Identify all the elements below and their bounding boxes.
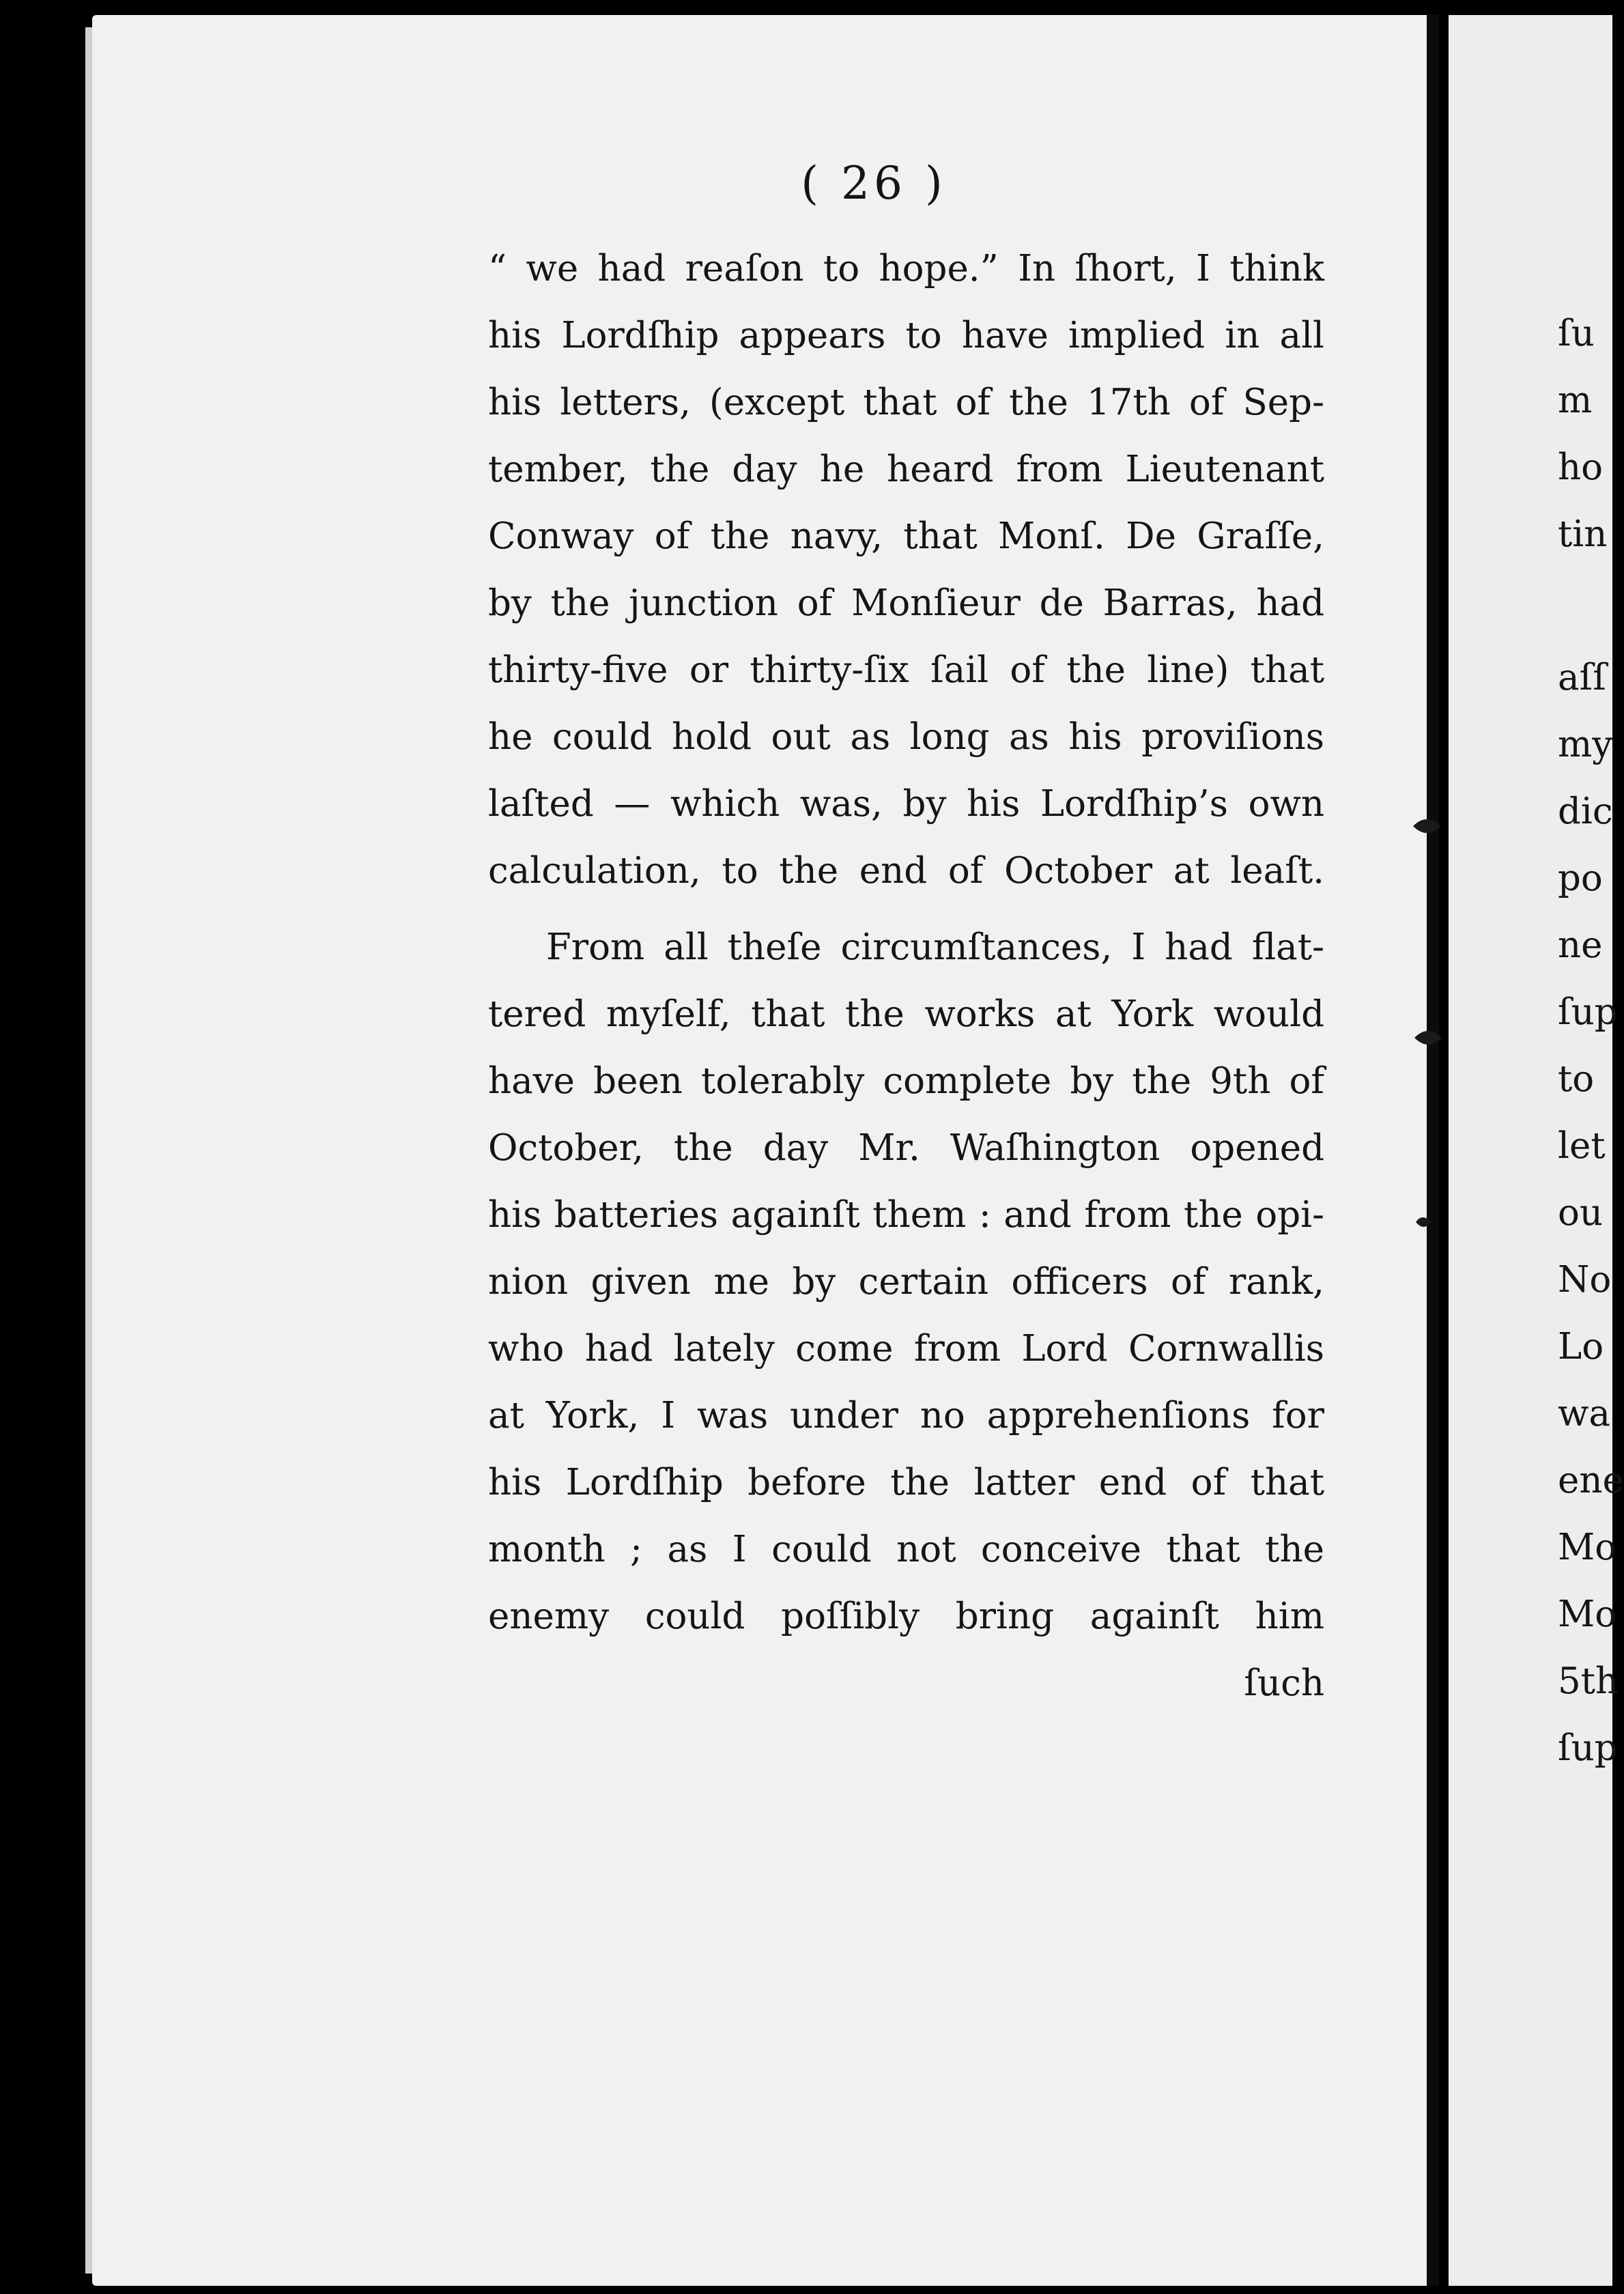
fragment-line: No — [1558, 1259, 1612, 1301]
text-line: nion given me by certain officers of rank, — [488, 1261, 1324, 1303]
fragment-line: po — [1558, 858, 1603, 899]
fragment-line: ho — [1558, 447, 1604, 488]
fragment-line: to — [1558, 1058, 1595, 1100]
text-line: his letters, (except that of the 17th of Sep- — [488, 382, 1324, 423]
fragment-line: 5th — [1558, 1660, 1619, 1702]
fragment-line: wa — [1558, 1393, 1610, 1434]
stitch-mark — [1413, 819, 1440, 833]
fragment-line: m — [1558, 380, 1593, 421]
text-line: his batteries againſt them : and from the opi- — [488, 1194, 1324, 1236]
binding-stitch-marks — [1399, 785, 1461, 1263]
text-line: tered myſelf, that the works at York would — [488, 993, 1324, 1035]
fragment-line: ne — [1558, 924, 1603, 966]
text-line: at York, I was under no apprehenſions for — [488, 1395, 1324, 1436]
facing-page-text — [1558, 300, 1624, 1782]
fragment-line: ſu — [1558, 313, 1595, 354]
fragment-line: ene — [1558, 1460, 1624, 1501]
fragment-line: tin — [1558, 513, 1608, 555]
text-line: who had lately come from Lord Cornwallis — [488, 1328, 1324, 1370]
stitch-mark — [1414, 1031, 1442, 1045]
fragment-line: aſſ — [1558, 657, 1606, 698]
fragment-line: let — [1558, 1125, 1606, 1167]
text-line: he could hold out as long as his proviſions — [488, 716, 1324, 758]
paragraph-start-line: From all theſe circumſtances, I had flat- — [546, 926, 1324, 968]
fragment-line: Mo — [1558, 1527, 1617, 1568]
text-line: calculation, to the end of October at leaſt. — [488, 850, 1324, 892]
text-line: enemy could poſſibly bring againſt him — [488, 1596, 1324, 1637]
fragment-line: ſup — [1558, 1727, 1618, 1769]
text-line: Conway of the navy, that Monſ. De Graſſe, — [488, 515, 1324, 557]
text-line: his Lordſhip before the latter end of that — [488, 1462, 1324, 1503]
catchword: ſuch — [1244, 1662, 1324, 1704]
text-line: his Lordſhip appears to have implied in all — [488, 315, 1324, 356]
text-line: tember, the day he heard from Lieutenant — [488, 449, 1324, 490]
fragment-line: my — [1558, 724, 1613, 765]
fragment-line: Mo — [1558, 1594, 1617, 1635]
fragment-line: ou — [1558, 1192, 1604, 1234]
text-line: by the junction of Monſieur de Barras, had — [488, 582, 1324, 624]
body-text — [488, 236, 1324, 1717]
text-line: month ; as I could not conceive that the — [488, 1529, 1324, 1570]
fragment-line: Lo — [1558, 1326, 1604, 1368]
stitch-mark — [1416, 1217, 1431, 1227]
fragment-line: ſup — [1558, 991, 1618, 1033]
fragment-line — [1558, 568, 1606, 645]
text-line: “ we had reaſon to hope.” In ſhort, I think — [488, 248, 1324, 289]
text-line: thirty-five or thirty-ſix ſail of the line) that — [488, 649, 1324, 691]
fragment-line: dic — [1558, 791, 1613, 832]
text-line: have been tolerably complete by the 9th of — [488, 1060, 1324, 1102]
text-line: laſted — which was, by his Lordſhip’s own — [488, 783, 1324, 825]
page-number: ( 26 ) — [801, 157, 947, 210]
text-line: October, the day Mr. Waſhington opened — [488, 1127, 1324, 1169]
